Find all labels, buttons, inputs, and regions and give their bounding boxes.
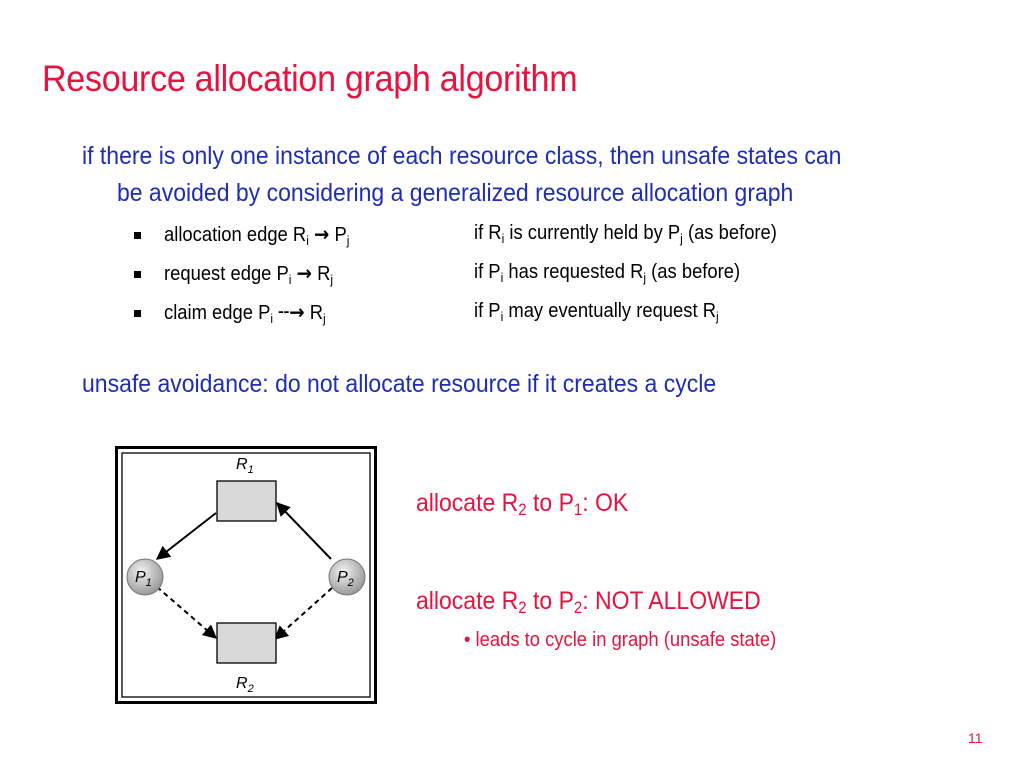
slide-title: Resource allocation graph algorithm bbox=[42, 58, 578, 99]
intro-paragraph bbox=[82, 138, 841, 212]
bullet-square-icon bbox=[134, 310, 141, 317]
edge-meaning: if $P_i$ has requested $R_j$ (as before) bbox=[474, 261, 741, 285]
note-allocate-ok: allocate $R_2$ to $P_1$: OK bbox=[416, 489, 629, 519]
p1-label: $P_1$ bbox=[135, 569, 152, 589]
edge-label: allocation edge $R_i \to P_j$ bbox=[164, 222, 350, 248]
edge-label: request edge $P_i \to R_j$ bbox=[164, 261, 334, 287]
p2-label: $P_2$ bbox=[337, 569, 354, 589]
page-number: 11 bbox=[968, 730, 983, 746]
resource-allocation-graph bbox=[115, 446, 377, 704]
dashed-arrow-icon: ╌→ bbox=[278, 300, 305, 324]
edge-meaning: if $R_i$ is currently held by $P_j$ (as before) bbox=[474, 222, 777, 246]
solid-arrow-icon: → bbox=[296, 261, 313, 285]
avoidance-rule: unsafe avoidance: do not allocate resource if it creates a cycle bbox=[82, 370, 717, 398]
solid-arrow-icon: → bbox=[313, 222, 330, 246]
bullet-square-icon bbox=[134, 232, 141, 239]
edge-meaning: if $P_i$ may eventually request $R_j$ bbox=[474, 300, 719, 324]
bullet-square-icon bbox=[134, 271, 141, 278]
r1-label: $R_1$ bbox=[236, 456, 254, 476]
note-allocate-not-allowed: allocate $R_2$ to $P_2$: NOT ALLOWED bbox=[416, 587, 761, 617]
r2-label: $R_2$ bbox=[236, 675, 254, 695]
intro-line-1: if there is only one instance of each resource class, then unsafe states can bbox=[82, 142, 842, 170]
edge-label: claim edge $P_i$ ╌→ $R_j$ bbox=[164, 300, 326, 326]
resource-r2 bbox=[217, 623, 276, 663]
resource-r1 bbox=[217, 481, 276, 521]
intro-line-2: be avoided by considering a generalized resource allocation graph bbox=[116, 179, 794, 207]
note-cycle-explanation: • leads to cycle in graph (unsafe state) bbox=[464, 629, 777, 651]
